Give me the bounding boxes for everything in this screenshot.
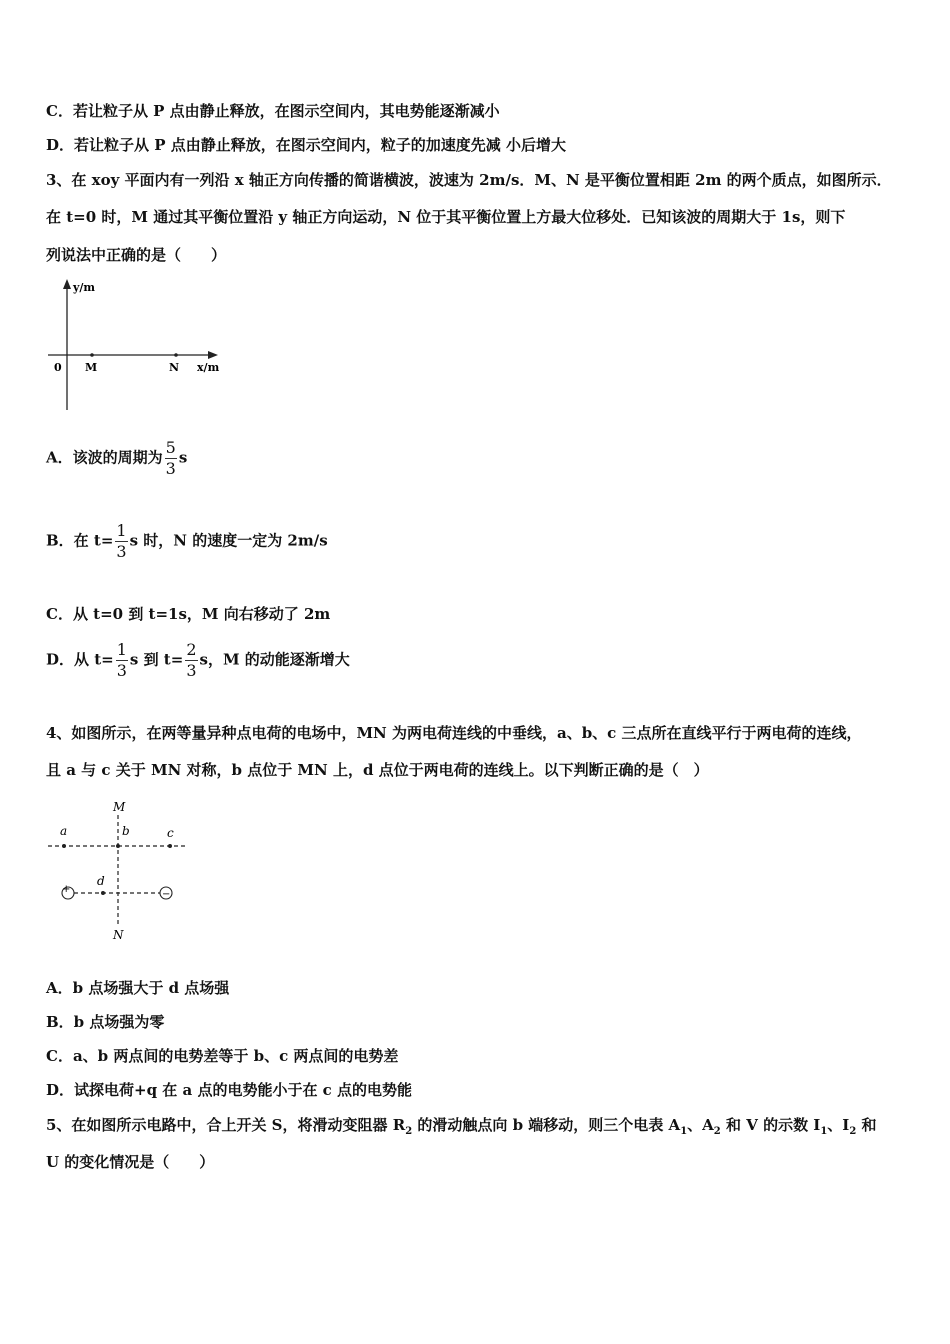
- x-axis-label: x/m: [197, 361, 220, 374]
- q3-option-a-prefix: A．该波的周期为: [46, 448, 163, 467]
- q4-option-b: B．b 点场强为零: [46, 1013, 165, 1031]
- q3-wave-figure: [40, 275, 240, 415]
- q3-option-b-suffix: s 时，N 的速度一定为 2m/s: [129, 531, 328, 550]
- q2-option-c: C．若让粒子从 P 点由静止释放，在图示空间内，其电势能逐渐减小: [46, 102, 500, 120]
- fraction: $\frac{1}{3}$: [116, 640, 127, 680]
- q3-option-b-prefix: B．在 t=: [46, 531, 114, 550]
- q4-stem-line2: 且 a 与 c 关于 MN 对称，b 点位于 MN 上，d 点位于两电荷的连线上。以下判断正确的是（ ）: [46, 761, 709, 779]
- q4-option-a: A．b 点场强大于 d 点场强: [46, 979, 230, 997]
- point-n-dot: [174, 353, 178, 357]
- label-n: N: [113, 928, 124, 942]
- q3-option-b: [46, 521, 328, 562]
- point-b-dot: [116, 844, 120, 848]
- label-b: b: [122, 824, 130, 838]
- point-c-dot: [168, 844, 172, 848]
- q3-stem-line1: 3、在 xoy 平面内有一列沿 x 轴正方向传播的简谐横波，波速为 2m/s．M、N 是平衡位置相距 2m 的两个质点，如图所示．: [46, 171, 892, 189]
- label-a: a: [60, 824, 68, 838]
- label-c: c: [167, 826, 174, 840]
- q4-stem-line1: 4、如图所示，在两等量异种点电荷的电场中，MN 为两电荷连线的中垂线，a、b、c 三点所在直线平行于两电荷的连线，: [46, 724, 862, 742]
- q3-option-a: [46, 438, 187, 479]
- y-axis-arrow: [63, 279, 71, 289]
- q4-option-d: D．试探电荷+q 在 a 点的电势能小于在 c 点的电势能: [46, 1081, 413, 1099]
- q3-option-d-prefix: D．从 t=: [46, 650, 114, 669]
- q3-option-d: [46, 640, 350, 681]
- point-m-dot: [90, 353, 94, 357]
- q5-stem-line1: 5、在如图所示电路中，合上开关 S，将滑动变阻器 $R_2$ 的滑动触点向 b 端移动，则三个电表 $A_1$、$A_2$ 和 V 的示数 $I_1$、$I_2$ 和: [46, 1116, 877, 1137]
- x-axis-arrow: [208, 351, 218, 359]
- point-n-label: N: [169, 361, 180, 374]
- q3-option-c: C．从 t=0 到 t=1s，M 向右移动了 2m: [46, 605, 331, 623]
- y-axis-label: y/m: [73, 281, 96, 294]
- fraction: $\frac{2}{3}$: [186, 640, 197, 680]
- q2-option-d: D．若让粒子从 P 点由静止释放，在图示空间内，粒子的加速度先减 小后增大: [46, 136, 566, 154]
- label-d: d: [97, 874, 105, 888]
- point-d-dot: [101, 891, 105, 895]
- positive-sign: +: [62, 884, 71, 895]
- q5-stem-line2: U 的变化情况是（ ）: [46, 1153, 215, 1171]
- label-m: M: [113, 800, 126, 814]
- q4-option-c: C．a、b 两点间的电势差等于 b、c 两点间的电势差: [46, 1047, 399, 1065]
- q3-option-d-suffix: s，M 的动能逐渐增大: [199, 650, 350, 669]
- fraction: $\frac{1}{3}$: [116, 521, 127, 561]
- q4-field-figure: [40, 795, 200, 945]
- fraction: $\frac{5}{3}$: [165, 438, 176, 478]
- q3-stem-line3: 列说法中正确的是（ ）: [46, 246, 227, 264]
- origin-label: 0: [54, 361, 62, 374]
- point-a-dot: [62, 844, 66, 848]
- q3-option-a-suffix: s: [178, 448, 188, 467]
- negative-sign: −: [162, 889, 171, 900]
- point-m-label: M: [85, 361, 98, 374]
- q3-option-d-mid: s 到 t=: [129, 650, 184, 669]
- q3-stem-line2: 在 t=0 时，M 通过其平衡位置沿 y 轴正方向运动，N 位于其平衡位置上方最大位移处．已知该波的周期大于 1s，则下: [46, 208, 846, 226]
